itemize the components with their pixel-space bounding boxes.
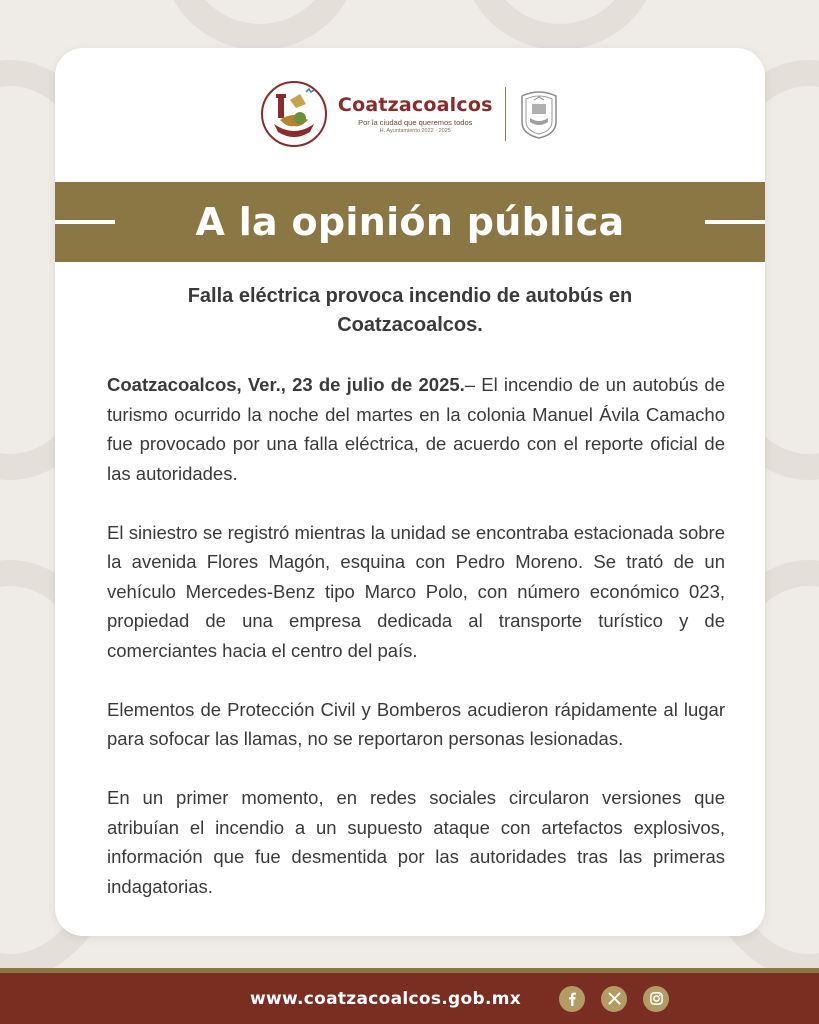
title-banner [55,182,765,262]
x-icon[interactable] [601,986,627,1012]
paragraph-2: El siniestro se registró mientras la unidad se encontraba estacionada sobre la avenida Flores Magón, esquina con Pedro Moreno. Se trató de un vehículo Mercedes-Benz tipo Marco Polo, con número económico 023, propiedad de una empresa dedicada al transporte turístico y de comerciantes hacia el centro del país. [107,521,725,661]
instagram-icon[interactable] [643,986,669,1012]
headline: Falla eléctrica provoca incendio de autobús en Coatzacoalcos. [187,285,633,336]
article-body [107,370,725,931]
paragraph-1 [107,370,725,488]
footer-bar [0,968,819,1024]
logo-header [55,76,765,152]
brand-tagline: Por la ciudad que queremos todos [358,118,473,127]
coatzacoalcos-emblem-icon [260,80,328,148]
brand-subtitle: H. Ayuntamiento 2022 · 2025 [379,128,451,134]
paragraph-3: Elementos de Protección Civil y Bomberos acudieron rápidamente al lugar para sofocar las llamas, no se reportaron personas lesionadas. [107,698,725,749]
paragraph-1-text: – El incendio de un autobús de turismo ocurrido la noche del martes en la colonia Manuel Ávila Camacho fue provocado por una falla eléctrica, de acuerdo con el reporte oficial de las autoridades. [107,374,725,484]
banner-title: A la opinión pública [195,200,625,244]
brand-block [338,94,493,134]
municipal-seal-icon [518,88,560,140]
brand-name: Coatzacoalcos [337,94,493,116]
facebook-icon[interactable] [559,986,585,1012]
banner-line-left [55,220,115,224]
dateline: Coatzacoalcos, Ver., 23 de julio de 2025. [107,374,465,395]
website-link[interactable]: www.coatzacoalcos.gob.mx [250,988,521,1009]
banner-line-right [705,220,765,224]
paragraph-4: En un primer momento, en redes sociales circularon versiones que atribuían el incendio a un supuesto ataque con artefactos explosivos, información que fue desmentida por las autoridades tras las primeras indagatorias. [107,787,725,897]
logo-divider [505,87,507,141]
press-release-card [55,48,765,936]
